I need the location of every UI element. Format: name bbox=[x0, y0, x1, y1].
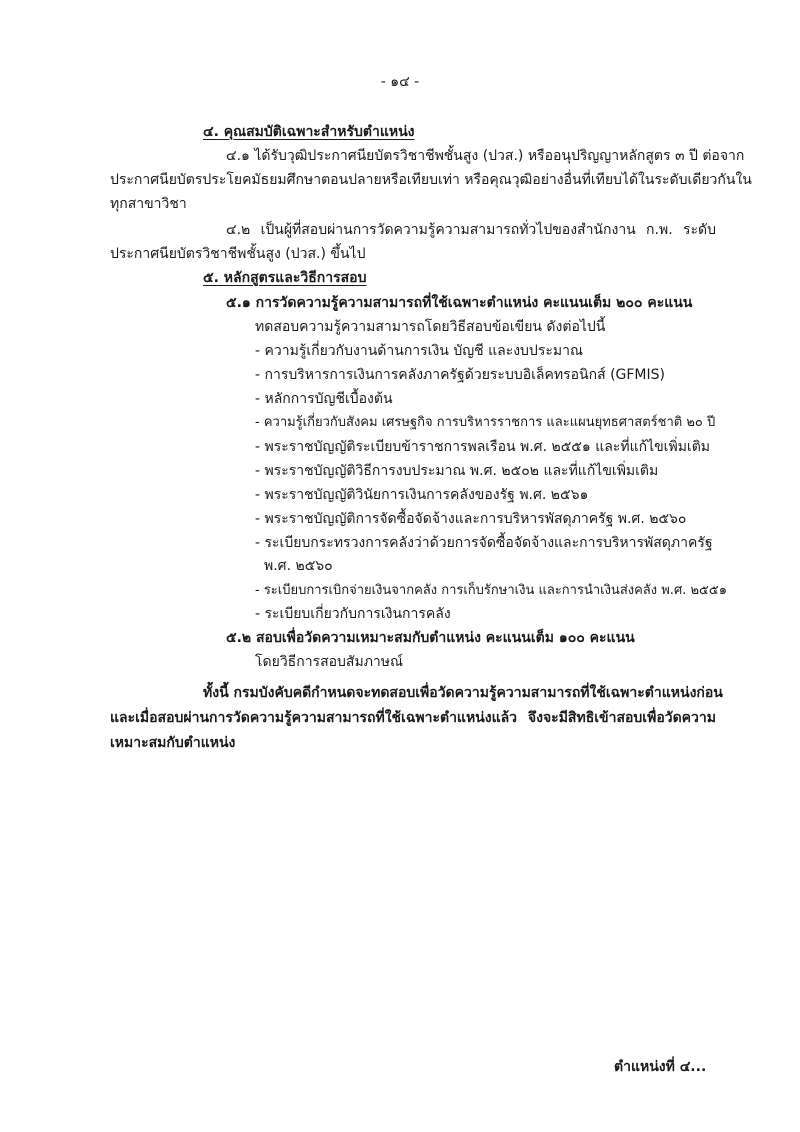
section-4-1-line-1: ๔.๑ ได้รับวุฒิประกาศนียบัตรวิชาชีพชั้นสูง (ปวส.) หรืออนุปริญญาหลักสูตร ๓ ปี ต่อจาก bbox=[226, 148, 745, 164]
list-item: - หลักการบัญชีเบื้องต้น bbox=[255, 391, 393, 407]
section-4-1-line-2: ประกาศนียบัตรประโยคมัธยมศึกษาตอนปลายหรือเทียบเท่า หรือคุณวุฒิอย่างอื่นที่เทียบได้ในระดับเดียวกันใน bbox=[110, 172, 752, 188]
section-4-2-line-2: ประกาศนียบัตรวิชาชีพชั้นสูง (ปวส.) ขึ้นไป bbox=[110, 246, 366, 262]
page-number: - ๑๔ - bbox=[380, 74, 420, 90]
list-item: - ความรู้เกี่ยวกับงานด้านการเงิน บัญชี และงบประมาณ bbox=[255, 343, 583, 359]
section-4-1-line-3: ทุกสาขาวิชา bbox=[110, 196, 187, 212]
list-item: - ระเบียบเกี่ยวกับการเงินการคลัง bbox=[255, 606, 451, 622]
note-line-1: ทั้งนี้ กรมบังคับคดีกำหนดจะทดสอบเพื่อวัดความรู้ความสามารถที่ใช้เฉพาะตำแหน่งก่อน bbox=[203, 685, 723, 701]
list-item: - การบริหารการเงินการคลังภาครัฐด้วยระบบอิเล็คทรอนิกส์ (GFMIS) bbox=[255, 367, 665, 383]
section-5-heading: ๕. หลักสูตรและวิธีการสอบ bbox=[203, 270, 367, 286]
section-5-2-heading: ๕.๒ สอบเพื่อวัดความเหมาะสมกับตำแหน่ง คะแนนเต็ม ๑๐๐ คะแนน bbox=[226, 630, 635, 646]
page-continuation: ตำแหน่งที่ ๔... bbox=[614, 1059, 707, 1075]
section-4-heading: ๔. คุณสมบัติเฉพาะสำหรับตำแหน่ง bbox=[203, 124, 415, 140]
section-5-1-intro: ทดสอบความรู้ความสามารถโดยวิธีสอบข้อเขียน ดังต่อไปนี้ bbox=[255, 319, 606, 335]
note-line-3: เหมาะสมกับตำแหน่ง bbox=[110, 735, 236, 751]
list-item: - พระราชบัญญัติการจัดซื้อจัดจ้างและการบริหารพัสดุภาครัฐ พ.ศ. ๒๕๖๐ bbox=[255, 511, 687, 527]
list-item: - พระราชบัญญัติวิธีการงบประมาณ พ.ศ. ๒๕๐๒ และที่แก้ไขเพิ่มเติม bbox=[255, 463, 659, 479]
list-item: - พระราชบัญญัติระเบียบข้าราชการพลเรือน พ.ศ. ๒๕๕๑ และที่แก้ไขเพิ่มเติม bbox=[255, 439, 711, 455]
section-5-1-heading: ๕.๑ การวัดความรู้ความสามารถที่ใช้เฉพาะตำแหน่ง คะแนนเต็ม ๒๐๐ คะแนน bbox=[226, 295, 693, 311]
section-4-2-line-1: ๔.๒ เป็นผู้ที่สอบผ่านการวัดความรู้ความสามารถทั่วไปของสำนักงาน ก.พ. ระดับ bbox=[226, 222, 716, 238]
list-item: - ระเบียบกระทรวงการคลังว่าด้วยการจัดซื้อจัดจ้างและการบริหารพัสดุภาครัฐ bbox=[255, 535, 713, 551]
section-5-2-intro: โดยวิธีการสอบสัมภาษณ์ bbox=[255, 654, 403, 670]
list-item: - ความรู้เกี่ยวกับสังคม เศรษฐกิจ การบริหารราชการ และแผนยุทธศาสตร์ชาติ ๒๐ ปี bbox=[255, 415, 716, 430]
note-line-2: และเมื่อสอบผ่านการวัดความรู้ความสามารถที่ใช้เฉพาะตำแหน่งแล้ว จึงจะมีสิทธิเข้าสอบเพื่อวัดความ bbox=[110, 710, 716, 726]
list-item: - ระเบียบการเบิกจ่ายเงินจากคลัง การเก็บรักษาเงิน และการนำเงินส่งคลัง พ.ศ. ๒๕๕๑ bbox=[255, 583, 727, 598]
list-item-continuation: พ.ศ. ๒๕๖๐ bbox=[264, 558, 333, 574]
list-item: - พระราชบัญญัติวินัยการเงินการคลังของรัฐ พ.ศ. ๒๕๖๑ bbox=[255, 487, 589, 503]
